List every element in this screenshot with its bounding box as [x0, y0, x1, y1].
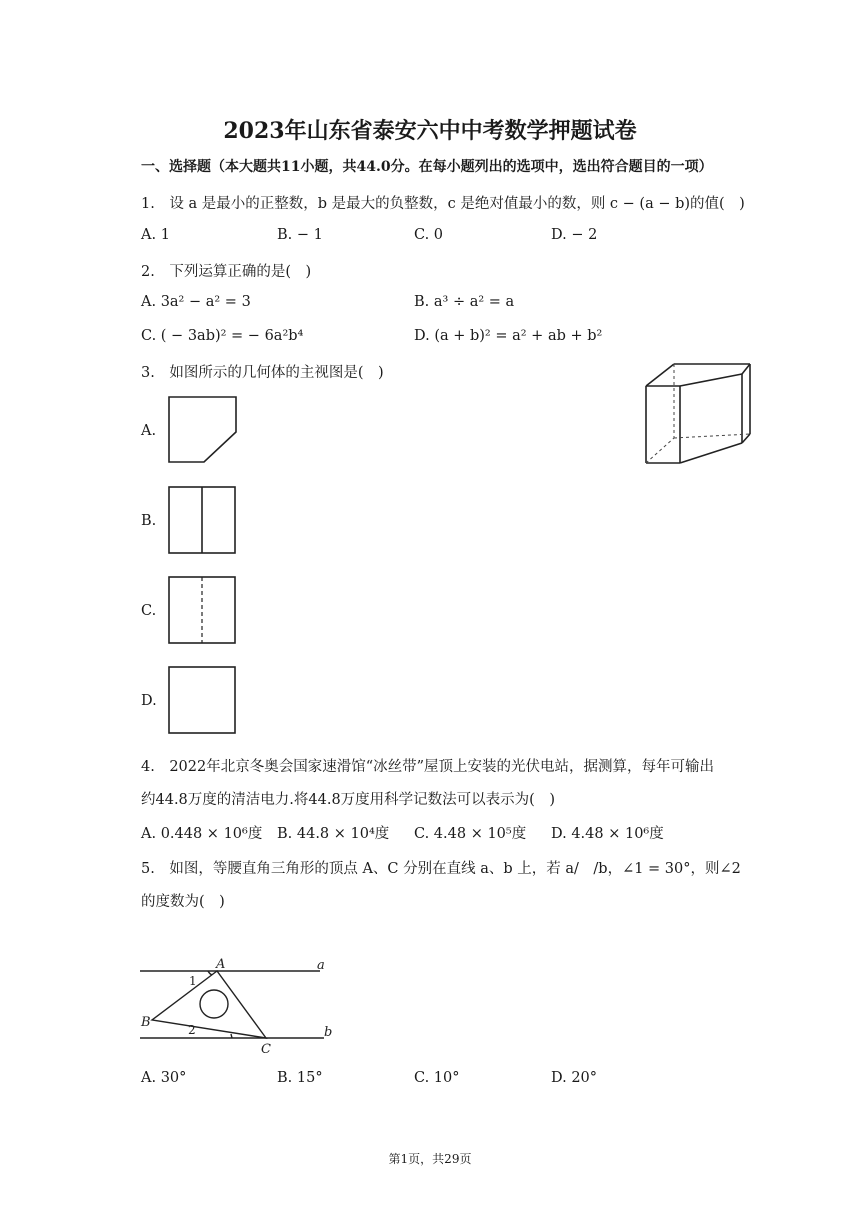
- label-angle-2: 2: [188, 1023, 196, 1037]
- label-point-b: B: [141, 1015, 151, 1030]
- question-5-stem-line-2: 的度数为( ): [141, 894, 225, 910]
- q3-option-c-figure[interactable]: [168, 576, 238, 646]
- q3-solid-figure: [640, 360, 755, 470]
- q1-option-a[interactable]: A. 1: [141, 227, 170, 243]
- section-heading: 一、选择题（本大题共11小题，共44.0分。在每小题列出的选项中，选出符合题目的一项）: [141, 159, 713, 175]
- page-footer: 第1页，共29页: [388, 1152, 472, 1166]
- q3-option-b-figure[interactable]: [168, 486, 238, 556]
- q3-option-a[interactable]: A.: [141, 423, 157, 439]
- label-line-b: b: [324, 1025, 333, 1040]
- q5-triangle-figure: [138, 952, 343, 1057]
- label-line-a: a: [317, 958, 325, 973]
- question-5-stem-line-1: 5. 如图，等腰直角三角形的顶点 A、C 分别在直线 a、b 上，若 a/ /b，∠1 = 30°，则∠2: [141, 861, 741, 877]
- page-title: 2023年山东省泰安六中中考数学押题试卷: [223, 118, 637, 144]
- q2-option-d[interactable]: D. (a + b)² = a² + ab + b²: [414, 328, 603, 344]
- q2-option-a[interactable]: A. 3a² − a² = 3: [141, 294, 251, 310]
- q1-option-c[interactable]: C. 0: [414, 227, 444, 243]
- q1-option-d[interactable]: D. − 2: [551, 227, 598, 243]
- q2-option-c[interactable]: C. ( − 3ab)² = − 6a²b⁴: [141, 328, 304, 344]
- q4-option-b[interactable]: B. 44.8 × 10⁴度: [277, 826, 390, 842]
- question-4-stem-line-1: 4. 2022年北京冬奥会国家速滑馆“冰丝带”屋顶上安装的光伏电站，据测算，每年可输出: [141, 759, 715, 775]
- question-3-stem: 3. 如图所示的几何体的主视图是( ): [141, 365, 384, 381]
- q4-option-a[interactable]: A. 0.448 × 10⁶度: [141, 826, 263, 842]
- q5-option-a[interactable]: A. 30°: [141, 1070, 187, 1086]
- q5-option-d[interactable]: D. 20°: [551, 1070, 598, 1086]
- q3-option-a-figure[interactable]: [168, 396, 238, 464]
- label-point-a: A: [216, 957, 226, 972]
- question-2-stem: 2. 下列运算正确的是( ): [141, 264, 312, 280]
- question-1-stem: 1. 设 a 是最小的正整数，b 是最大的负整数，c 是绝对值最小的数，则 c − (a − b)的值( ): [141, 196, 745, 212]
- q3-option-b[interactable]: B.: [141, 513, 157, 529]
- q5-option-c[interactable]: C. 10°: [414, 1070, 460, 1086]
- q3-option-d-figure[interactable]: [168, 666, 238, 736]
- q3-option-d[interactable]: D.: [141, 693, 157, 709]
- q4-option-d[interactable]: D. 4.48 × 10⁶度: [551, 826, 664, 842]
- q3-option-c[interactable]: C.: [141, 603, 157, 619]
- q2-option-b[interactable]: B. a³ ÷ a² = a: [414, 294, 515, 310]
- question-4-stem-line-2: 约44.8万度的清洁电力.将44.8万度用科学记数法可以表示为( ): [141, 792, 555, 808]
- q1-option-b[interactable]: B. − 1: [277, 227, 323, 243]
- label-point-c: C: [261, 1042, 271, 1057]
- q4-option-c[interactable]: C. 4.48 × 10⁵度: [414, 826, 527, 842]
- label-angle-1: 1: [189, 974, 197, 988]
- q5-option-b[interactable]: B. 15°: [277, 1070, 323, 1086]
